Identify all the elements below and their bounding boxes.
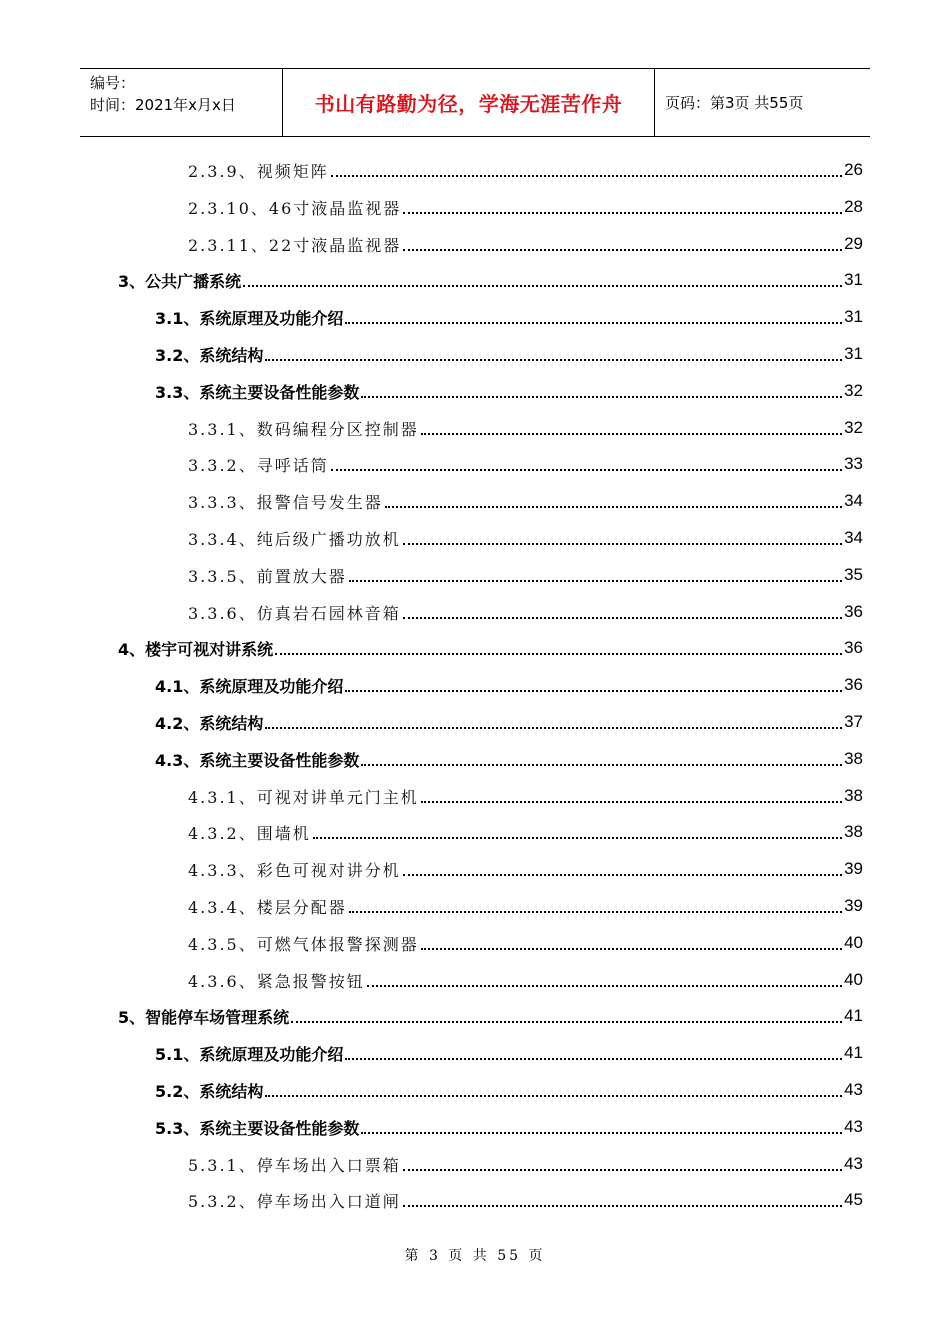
toc-entry[interactable] <box>155 1072 863 1108</box>
toc-entry-title: 3.2、系统结构 <box>155 345 264 365</box>
toc-entry-page: 34 <box>844 491 863 510</box>
toc-entry-title: 3.3.5、前置放大器 <box>188 566 347 586</box>
toc-entry-title: 4、楼宇可视对讲系统 <box>118 639 274 659</box>
toc-dot-leader <box>361 764 842 766</box>
toc-entry-page: 32 <box>844 381 863 400</box>
toc-entry-title: 4.3.3、彩色可视对讲分机 <box>188 860 401 880</box>
toc-dot-leader <box>421 433 842 435</box>
toc-dot-leader <box>367 985 842 987</box>
toc-entry-page: 45 <box>844 1190 863 1209</box>
toc-entry[interactable] <box>155 299 863 335</box>
toc-entry-page: 38 <box>844 822 863 841</box>
toc-dot-leader <box>403 212 842 214</box>
toc-dot-leader <box>361 396 842 398</box>
toc-entry[interactable] <box>188 888 863 924</box>
toc-dot-leader <box>421 801 842 803</box>
toc-entry-page: 31 <box>844 344 863 363</box>
toc-entry[interactable] <box>188 925 863 961</box>
toc-dot-leader <box>403 874 842 876</box>
toc-dot-leader <box>345 1058 842 1060</box>
header-page-info: 页码：第3页 共55页 <box>665 94 804 112</box>
toc-entry[interactable] <box>155 1035 863 1071</box>
toc-dot-leader <box>291 1021 842 1023</box>
toc-dot-leader <box>361 1132 842 1134</box>
toc-entry-title: 5.3.2、停车场出入口道闸 <box>188 1191 401 1211</box>
toc-entry[interactable] <box>188 814 863 850</box>
toc-entry-title: 3.3.3、报警信号发生器 <box>188 492 383 512</box>
toc-dot-leader <box>403 617 842 619</box>
toc-entry-title: 5.3.1、停车场出入口票箱 <box>188 1155 401 1175</box>
toc-entry-title: 4.3.4、楼层分配器 <box>188 897 347 917</box>
toc-entry-title: 3.3.1、数码编程分区控制器 <box>188 419 419 439</box>
toc-entry[interactable] <box>188 483 863 519</box>
toc-dot-leader <box>349 911 842 913</box>
toc-entry[interactable] <box>188 778 863 814</box>
toc-entry-title: 4.2、系统结构 <box>155 713 264 733</box>
toc-entry-page: 41 <box>844 1006 863 1025</box>
toc-entry[interactable] <box>188 410 863 446</box>
toc-entry[interactable] <box>155 704 863 740</box>
toc-entry[interactable] <box>188 557 863 593</box>
toc-entry[interactable] <box>155 336 863 372</box>
toc-entry-page: 35 <box>844 565 863 584</box>
toc-entry-title: 4.3.5、可燃气体报警探测器 <box>188 934 419 954</box>
toc-entry-page: 33 <box>844 454 863 473</box>
toc-entry-page: 38 <box>844 786 863 805</box>
toc-dot-leader <box>403 543 842 545</box>
toc-entry-title: 5.1、系统原理及功能介绍 <box>155 1044 344 1064</box>
toc-dot-leader <box>243 285 842 287</box>
toc-entry-page: 39 <box>844 896 863 915</box>
toc-entry-page: 26 <box>844 160 863 179</box>
toc-entry[interactable] <box>155 741 863 777</box>
toc-dot-leader <box>403 249 842 251</box>
toc-entry-page: 31 <box>844 270 863 289</box>
toc-entry[interactable] <box>155 667 863 703</box>
toc-entry-title: 4.3.6、紧急报警按钮 <box>188 971 365 991</box>
toc-entry-title: 5.3、系统主要设备性能参数 <box>155 1118 360 1138</box>
toc-entry[interactable] <box>188 226 863 262</box>
toc-entry[interactable] <box>188 152 863 188</box>
toc-entry[interactable] <box>188 520 863 556</box>
toc-entry[interactable] <box>118 630 863 666</box>
toc-entry-page: 43 <box>844 1080 863 1099</box>
toc-entry-title: 3.3、系统主要设备性能参数 <box>155 382 360 402</box>
toc-dot-leader <box>265 359 842 361</box>
toc-dot-leader <box>345 690 842 692</box>
toc-dot-leader <box>313 837 842 839</box>
toc-entry[interactable] <box>188 189 863 225</box>
toc-entry[interactable] <box>188 446 863 482</box>
toc-dot-leader <box>265 727 842 729</box>
toc-entry[interactable] <box>155 373 863 409</box>
toc-entry-title: 3.3.2、寻呼话筒 <box>188 455 329 475</box>
toc-entry-page: 29 <box>844 234 863 253</box>
toc-entry-page: 43 <box>844 1117 863 1136</box>
toc-dot-leader <box>331 469 842 471</box>
toc-entry-page: 38 <box>844 749 863 768</box>
toc-entry-page: 31 <box>844 307 863 326</box>
header-motto: 书山有路勤为径，学海无涯苦作舟 <box>282 69 655 136</box>
toc-entry-page: 40 <box>844 970 863 989</box>
toc-entry[interactable] <box>188 1146 863 1182</box>
toc-entry[interactable] <box>188 962 863 998</box>
toc-entry-title: 3.3.6、仿真岩石园林音箱 <box>188 603 401 623</box>
toc-dot-leader <box>349 580 842 582</box>
toc-entry-title: 5.2、系统结构 <box>155 1081 264 1101</box>
toc-entry-title: 2.3.10、46寸液晶监视器 <box>188 198 402 218</box>
toc-entry-page: 36 <box>844 602 863 621</box>
toc-entry-page: 41 <box>844 1043 863 1062</box>
toc-dot-leader <box>331 175 842 177</box>
toc-entry-page: 39 <box>844 859 863 878</box>
toc-entry-title: 3.1、系统原理及功能介绍 <box>155 308 344 328</box>
toc-dot-leader <box>265 1095 842 1097</box>
toc-dot-leader <box>275 653 842 655</box>
toc-entry[interactable] <box>118 262 863 298</box>
toc-entry-title: 4.3、系统主要设备性能参数 <box>155 750 360 770</box>
toc-entry-title: 3、公共广播系统 <box>118 271 242 291</box>
document-number-label: 编号： <box>90 74 136 92</box>
toc-entry[interactable] <box>188 594 863 630</box>
toc-dot-leader <box>385 506 842 508</box>
page-header <box>80 68 870 137</box>
toc-entry-title: 4.3.2、围墙机 <box>188 823 311 843</box>
page-footer: 第 3 页 共 55 页 <box>404 1248 546 1264</box>
toc-entry-title: 4.1、系统原理及功能介绍 <box>155 676 344 696</box>
toc-dot-leader <box>403 1205 842 1207</box>
toc-entry-page: 36 <box>844 675 863 694</box>
toc-entry-page: 37 <box>844 712 863 731</box>
toc-entry-title: 4.3.1、可视对讲单元门主机 <box>188 787 419 807</box>
toc-entry-title: 2.3.11、22寸液晶监视器 <box>188 235 402 255</box>
toc-entry[interactable] <box>118 998 863 1034</box>
document-date: 时间：2021年x月x日 <box>90 96 236 114</box>
header-meta <box>80 69 282 136</box>
toc-entry[interactable] <box>188 1182 863 1218</box>
toc-entry[interactable] <box>155 1109 863 1145</box>
toc-entry-page: 32 <box>844 418 863 437</box>
toc-entry-page: 40 <box>844 933 863 952</box>
toc-entry-title: 3.3.4、纯后级广播功放机 <box>188 529 401 549</box>
toc-dot-leader <box>421 948 842 950</box>
toc-dot-leader <box>345 322 842 324</box>
toc-entry[interactable] <box>188 851 863 887</box>
toc-dot-leader <box>403 1169 842 1171</box>
toc-entry-title: 5、智能停车场管理系统 <box>118 1007 290 1027</box>
toc-entry-page: 34 <box>844 528 863 547</box>
toc-entry-page: 28 <box>844 197 863 216</box>
toc-entry-title: 2.3.9、视频矩阵 <box>188 161 329 181</box>
toc-entry-page: 43 <box>844 1154 863 1173</box>
toc-entry-page: 36 <box>844 638 863 657</box>
